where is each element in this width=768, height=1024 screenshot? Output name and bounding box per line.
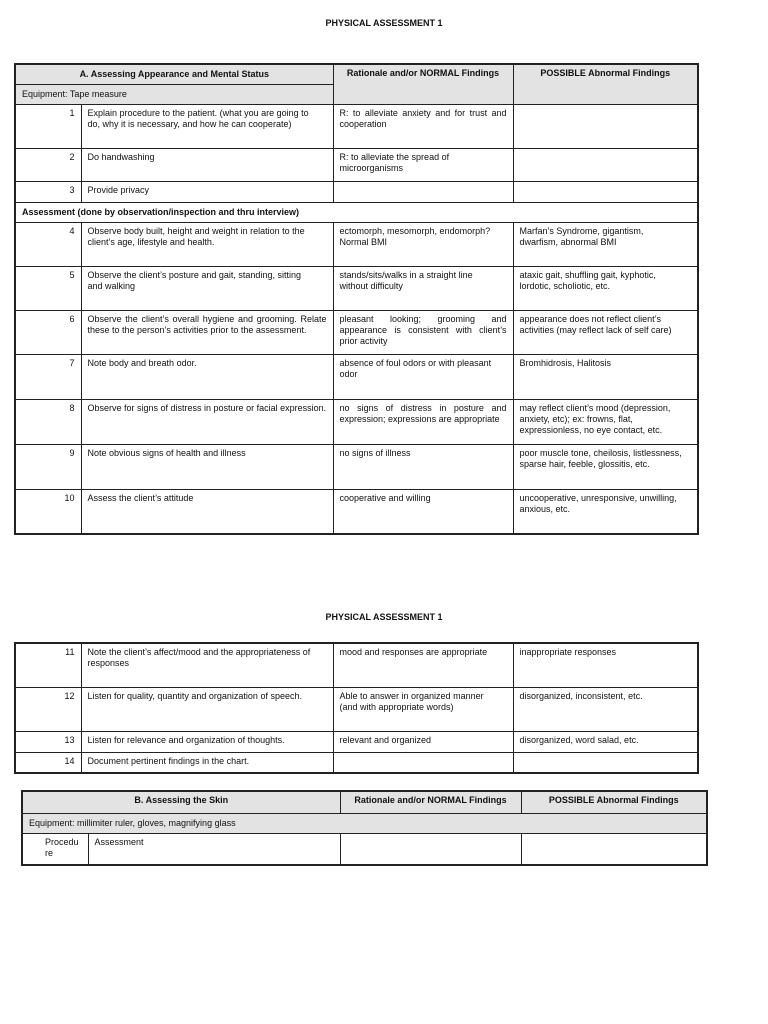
rationale-cell: pleasant looking; grooming and appearance is consistent with client’s prior activity xyxy=(333,310,513,354)
row-number: 12 xyxy=(15,687,81,731)
table-row xyxy=(15,354,698,399)
abnormal-cell: ataxic gait, shuffling gait, kyphotic, lordotic, scholiotic, etc. xyxy=(513,266,698,310)
abnormal-cell: appearance does not reflect client’s activities (may reflect lack of self care) xyxy=(513,310,698,354)
table-row xyxy=(15,731,698,752)
row-number: 8 xyxy=(15,399,81,444)
assessment-band: Assessment (done by observation/inspection and thru interview) xyxy=(15,202,698,222)
abnormal-cell xyxy=(513,752,698,773)
procedure-cell: Listen for relevance and organization of thoughts. xyxy=(81,731,333,752)
rationale-cell xyxy=(333,752,513,773)
abnormal-cell: may reflect client’s mood (depression, anxiety, etc); ex: frowns, flat, expressionless, no eye contact, etc. xyxy=(513,399,698,444)
procedure-cell: Document pertinent findings in the chart. xyxy=(81,752,333,773)
procedure-column-label: Procedu re xyxy=(22,833,88,865)
table-row xyxy=(15,687,698,731)
skin-rationale-column-header: Rationale and/or NORMAL Findings xyxy=(340,791,521,813)
rationale-cell: cooperative and willing xyxy=(333,489,513,534)
row-number: 4 xyxy=(15,222,81,266)
abnormal-cell: poor muscle tone, cheilosis, listlessness, sparse hair, feeble, glossitis, etc. xyxy=(513,444,698,489)
abnormal-column-header: POSSIBLE Abnormal Findings xyxy=(513,64,698,104)
abnormal-cell: uncooperative, unresponsive, unwilling, anxious, etc. xyxy=(513,489,698,534)
row-number: 9 xyxy=(15,444,81,489)
rationale-cell: absence of foul odors or with pleasant odor xyxy=(333,354,513,399)
table-row xyxy=(15,310,698,354)
procedure-cell: Note the client’s affect/mood and the appropriateness of responses xyxy=(81,643,333,687)
abnormal-cell xyxy=(513,148,698,181)
procedure-cell: Observe the client’s overall hygiene and grooming. Relate these to the person’s activities prior to the assessment. xyxy=(81,310,333,354)
procedure-cell: Listen for quality, quantity and organization of speech. xyxy=(81,687,333,731)
skin-abnormal-cell xyxy=(521,833,707,865)
row-number: 2 xyxy=(15,148,81,181)
abnormal-cell: disorganized, word salad, etc. xyxy=(513,731,698,752)
row-number: 7 xyxy=(15,354,81,399)
table-row xyxy=(15,222,698,266)
table-row xyxy=(15,148,698,181)
abnormal-cell: Marfan’s Syndrome, gigantism, dwarfism, abnormal BMI xyxy=(513,222,698,266)
abnormal-cell xyxy=(513,181,698,202)
abnormal-cell: inappropriate responses xyxy=(513,643,698,687)
abnormal-cell: disorganized, inconsistent, etc. xyxy=(513,687,698,731)
appearance-mental-status-table-continued xyxy=(14,642,699,774)
page-title-2: PHYSICAL ASSESSMENT 1 xyxy=(325,612,443,622)
procedure-cell: Observe body built, height and weight in relation to the client’s age, lifestyle and health. xyxy=(81,222,333,266)
procedure-cell: Assess the client’s attitude xyxy=(81,489,333,534)
equipment-row: Equipment: Tape measure xyxy=(15,84,333,104)
procedure-cell: Observe for signs of distress in posture or facial expression. xyxy=(81,399,333,444)
row-number: 10 xyxy=(15,489,81,534)
table-row xyxy=(15,643,698,687)
assessment-column-label: Assessment xyxy=(88,833,340,865)
rationale-cell: no signs of illness xyxy=(333,444,513,489)
procedure-cell: Note obvious signs of health and illness xyxy=(81,444,333,489)
rationale-cell xyxy=(333,181,513,202)
section-a-header: A. Assessing Appearance and Mental Status xyxy=(15,64,333,84)
rationale-cell: mood and responses are appropriate xyxy=(333,643,513,687)
table-row xyxy=(15,399,698,444)
skin-abnormal-column-header: POSSIBLE Abnormal Findings xyxy=(521,791,707,813)
table-row xyxy=(15,752,698,773)
abnormal-cell: Bromhidrosis, Halitosis xyxy=(513,354,698,399)
skin-equipment-row: Equipment: millimiter ruler, gloves, magnifying glass xyxy=(22,813,707,833)
table-row xyxy=(15,444,698,489)
table-row xyxy=(15,489,698,534)
row-number: 11 xyxy=(15,643,81,687)
procedure-cell: Observe the client’s posture and gait, standing, sitting and walking xyxy=(81,266,333,310)
page-title: PHYSICAL ASSESSMENT 1 xyxy=(325,18,443,28)
procedure-cell: Provide privacy xyxy=(81,181,333,202)
row-number: 13 xyxy=(15,731,81,752)
appearance-mental-status-table xyxy=(14,63,699,535)
row-number: 5 xyxy=(15,266,81,310)
rationale-cell: no signs of distress in posture and expression; expressions are appropriate xyxy=(333,399,513,444)
rationale-cell: Able to answer in organized manner (and with appropriate words) xyxy=(333,687,513,731)
row-number: 1 xyxy=(15,104,81,148)
rationale-cell: ectomorph, mesomorph, endomorph? Normal BMI xyxy=(333,222,513,266)
rationale-cell: stands/sits/walks in a straight line without difficulty xyxy=(333,266,513,310)
row-number: 6 xyxy=(15,310,81,354)
rationale-column-header: Rationale and/or NORMAL Findings xyxy=(333,64,513,104)
row-number: 3 xyxy=(15,181,81,202)
procedure-cell: Explain procedure to the patient. (what you are going to do, why it is necessary, and how he can cooperate) xyxy=(81,104,333,148)
procedure-cell: Do handwashing xyxy=(81,148,333,181)
rationale-cell: relevant and organized xyxy=(333,731,513,752)
row-number: 14 xyxy=(15,752,81,773)
table-row xyxy=(15,104,698,148)
table-row xyxy=(15,181,698,202)
section-b-header: B. Assessing the Skin xyxy=(22,791,340,813)
abnormal-cell xyxy=(513,104,698,148)
skin-rationale-cell xyxy=(340,833,521,865)
table-row xyxy=(15,266,698,310)
skin-assessment-table xyxy=(21,790,708,866)
rationale-cell: R: to alleviate anxiety and for trust and cooperation xyxy=(333,104,513,148)
rationale-cell: R: to alleviate the spread of microorganisms xyxy=(333,148,513,181)
procedure-cell: Note body and breath odor. xyxy=(81,354,333,399)
